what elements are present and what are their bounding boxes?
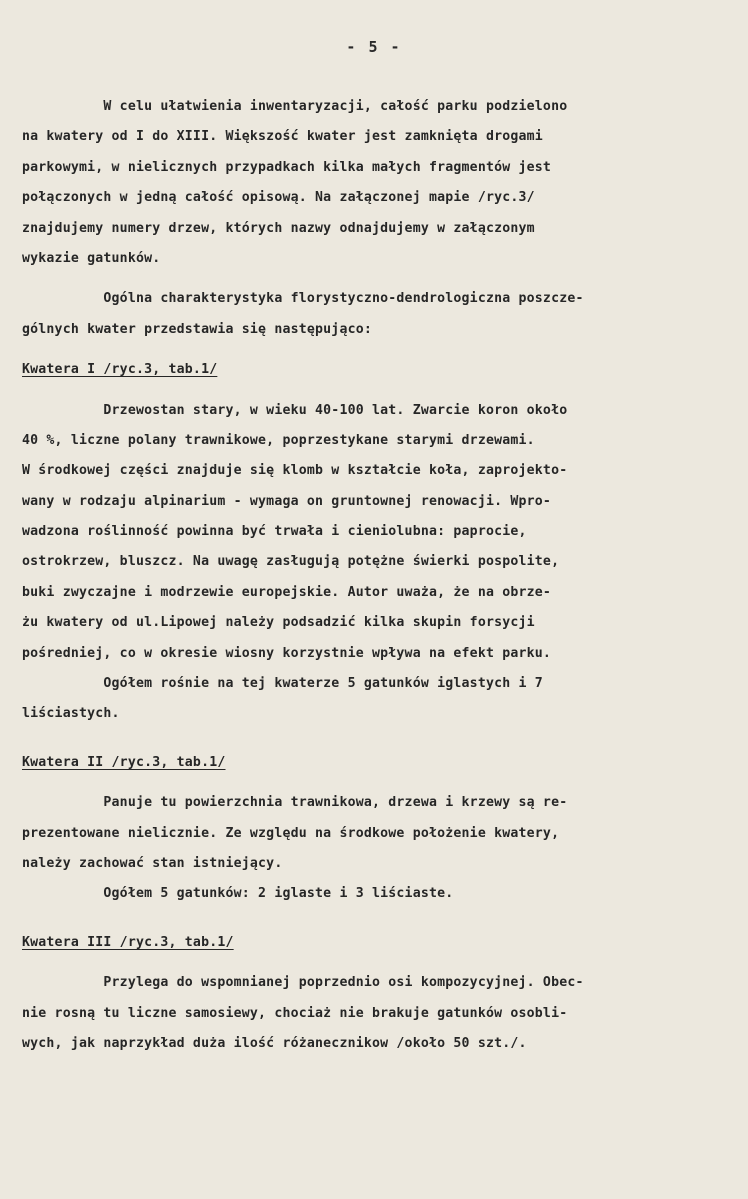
- text-line: nie rosną tu liczne samosiewy, chociaż nie brakuje gatunków osobli-: [22, 1005, 568, 1021]
- text-line: pośredniej, co w okresie wiosny korzystnie wpływa na efekt parku.: [22, 645, 552, 661]
- section-heading: Kwatera III /ryc.3, tab.1/: [22, 934, 234, 950]
- text-line: należy zachować stan istniejący.: [22, 855, 283, 871]
- text-line: wadzona roślinność powinna być trwała i cieniolubna: paprocie,: [22, 524, 527, 540]
- text-line: Drzewostan stary, w wieku 40-100 lat. Zwarcie koron około: [22, 402, 568, 418]
- text-line: parkowymi, w nielicznych przypadkach kilka małych fragmentów jest: [22, 159, 552, 175]
- page-number: - 5 -: [346, 38, 402, 56]
- text-line: Przylega do wspomnianej poprzednio osi kompozycyjnej. Obec-: [22, 975, 584, 991]
- section-heading: Kwatera I /ryc.3, tab.1/: [22, 362, 218, 378]
- text-line: ostrokrzew, bluszcz. Na uwagę zasługują potężne świerki pospolite,: [22, 554, 560, 570]
- document-body: [22, 92, 722, 1059]
- text-line: wych, jak naprzykład duża ilość różanecznikow /około 50 szt./.: [22, 1035, 527, 1051]
- text-line: Ogólna charakterystyka florystyczno-dendrologiczna poszcze-: [22, 291, 584, 307]
- text-line: Ogółem 5 gatunków: 2 iglaste i 3 liściaste.: [22, 886, 454, 902]
- text-line: liściastych.: [22, 706, 120, 722]
- text-line: żu kwatery od ul.Lipowej należy podsadzić kilka skupin forsycji: [22, 615, 535, 631]
- text-line: prezentowane nielicznie. Ze względu na środkowe położenie kwatery,: [22, 825, 560, 841]
- text-line: W środkowej części znajduje się klomb w kształcie koła, zaprojekto-: [22, 463, 568, 479]
- text-line: połączonych w jedną całość opisową. Na załączonej mapie /ryc.3/: [22, 190, 535, 206]
- text-line: Ogółem rośnie na tej kwaterze 5 gatunków iglastych i 7: [22, 676, 543, 692]
- text-line: na kwatery od I do XIII. Większość kwater jest zamknięta drogami: [22, 129, 543, 145]
- text-line: wykazie gatunków.: [22, 250, 161, 266]
- section-kwatera-1: [22, 355, 722, 730]
- text-line: znajdujemy numery drzew, których nazwy odnajdujemy w załączonym: [22, 220, 535, 236]
- text-line: gólnych kwater przedstawia się następująco:: [22, 321, 373, 337]
- text-line: Panuje tu powierzchnia trawnikowa, drzewa i krzewy są re-: [22, 795, 568, 811]
- intro-paragraph: [22, 92, 722, 274]
- general-paragraph: [22, 284, 722, 345]
- text-line: 40 %, liczne polany trawnikowe, poprzestykane starymi drzewami.: [22, 432, 535, 448]
- text-line: wany w rodzaju alpinarium - wymaga on gruntownej renowacji. Wpro-: [22, 493, 552, 509]
- text-line: buki zwyczajne i modrzewie europejskie. Autor uważa, że na obrze-: [22, 584, 552, 600]
- section-heading: Kwatera II /ryc.3, tab.1/: [22, 754, 226, 770]
- text-line: W celu ułatwienia inwentaryzacji, całość parku podzielono: [22, 99, 568, 114]
- section-kwatera-2: [22, 748, 722, 910]
- section-kwatera-3: [22, 928, 722, 1060]
